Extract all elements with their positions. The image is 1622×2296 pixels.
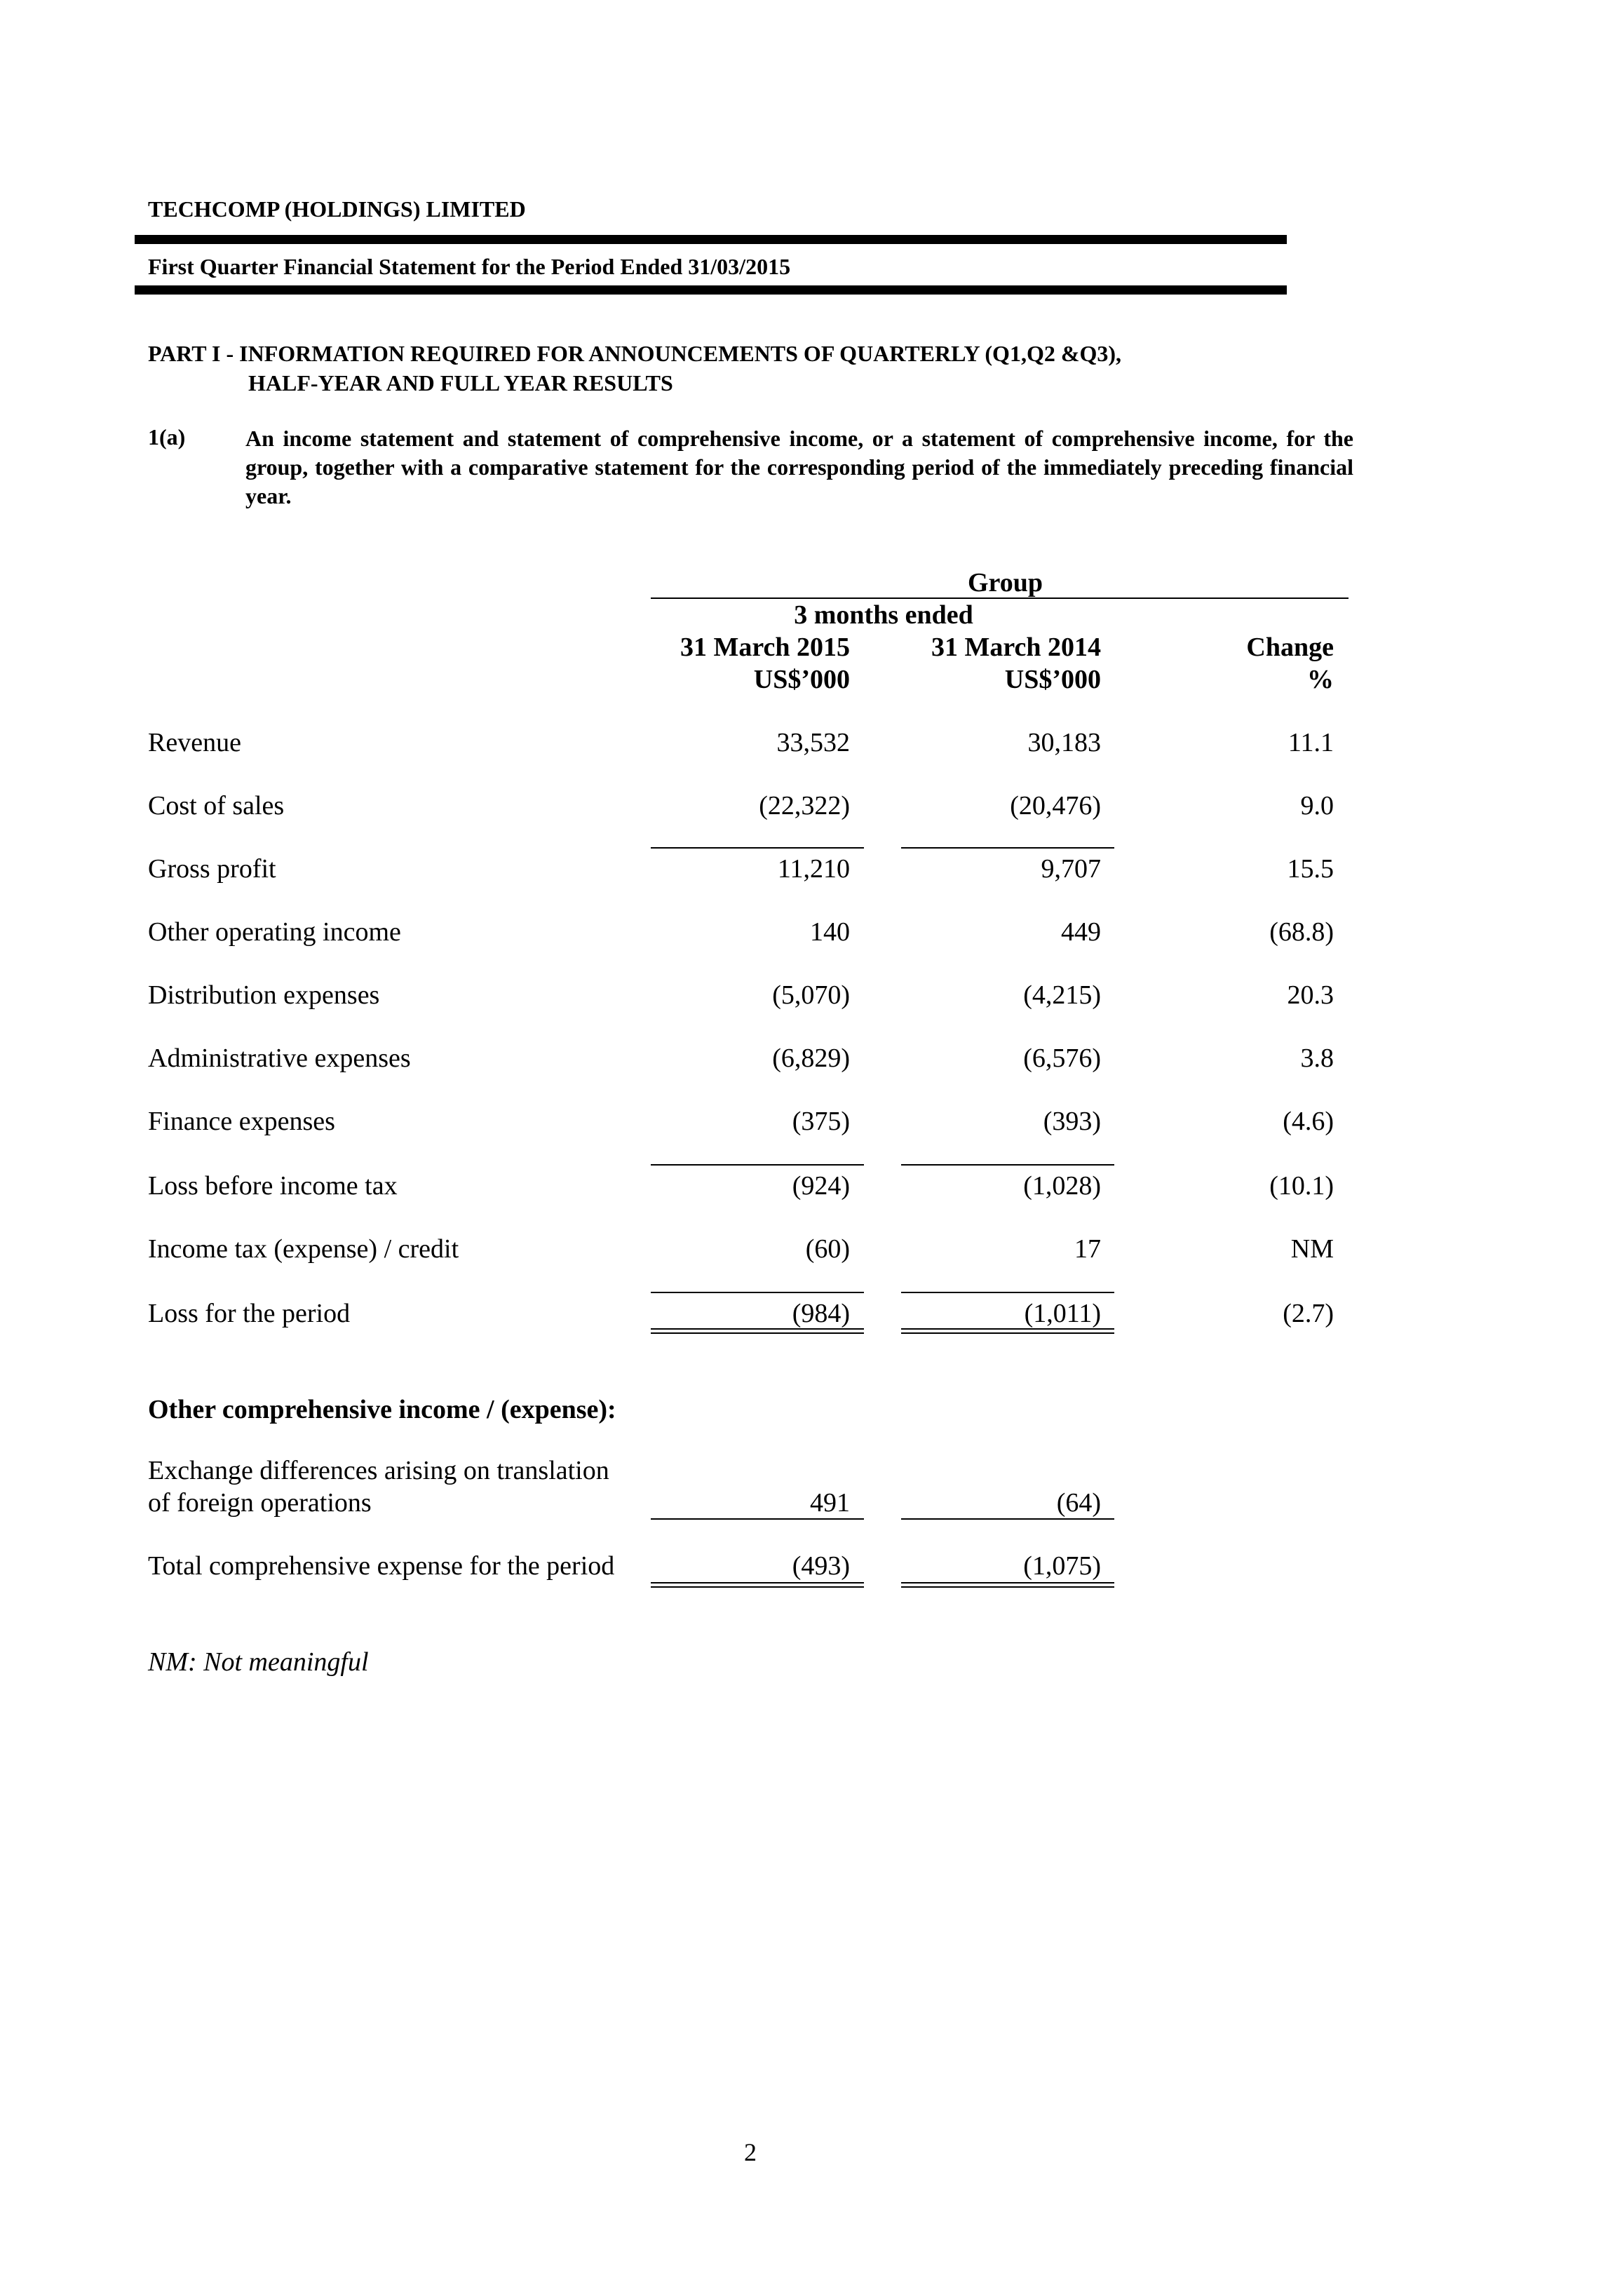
cell-2014: (64)	[1056, 1488, 1101, 1518]
cell-2015: 11,210	[777, 854, 850, 884]
cell-2014: (20,476)	[1010, 791, 1101, 821]
cell-2014: (1,011)	[1024, 1299, 1101, 1328]
total-double-rule	[651, 1582, 864, 1583]
total-double-rule	[901, 1328, 1114, 1330]
row-label: Total comprehensive expense for the period	[148, 1551, 615, 1581]
group-header-rule	[651, 597, 1349, 599]
subtotal-rule	[901, 847, 1114, 849]
row-label: Other operating income	[148, 917, 401, 947]
col-change-unit: %	[1307, 665, 1334, 694]
row-label: Gross profit	[148, 854, 276, 884]
cell-change: NM	[1290, 1234, 1334, 1264]
cell-2014: 449	[1061, 917, 1101, 947]
company-name: TECHCOMP (HOLDINGS) LIMITED	[148, 196, 526, 222]
cell-2015: (6,829)	[772, 1044, 850, 1073]
row-label: Cost of sales	[148, 791, 285, 821]
subtotal-rule	[651, 847, 864, 849]
cell-2014: (393)	[1043, 1107, 1101, 1136]
col-2015-unit: US$’000	[753, 665, 850, 694]
total-double-rule	[651, 1586, 864, 1588]
header-rule-bottom	[135, 285, 1287, 295]
cell-change: (68.8)	[1269, 917, 1334, 947]
group-header: Group	[968, 568, 1043, 597]
row-label: Finance expenses	[148, 1107, 335, 1136]
cell-change: (10.1)	[1269, 1171, 1334, 1201]
subtotal-rule	[651, 1518, 864, 1520]
total-double-rule	[901, 1582, 1114, 1583]
row-label: Distribution expenses	[148, 980, 380, 1010]
cell-change: (4.6)	[1283, 1107, 1334, 1136]
row-label: Income tax (expense) / credit	[148, 1234, 459, 1264]
col-change-title: Change	[1246, 633, 1334, 662]
cell-2015: (22,322)	[759, 791, 850, 821]
cell-change: 15.5	[1287, 854, 1334, 884]
cell-change: (2.7)	[1283, 1299, 1334, 1328]
part-heading	[148, 339, 1121, 398]
cell-2015: 491	[810, 1488, 850, 1518]
section-number: 1(a)	[148, 424, 186, 450]
document-subtitle: First Quarter Financial Statement for the Period Ended 31/03/2015	[148, 254, 791, 279]
section-description: An income statement and statement of comprehensive income, or a statement of comprehensive income, for the group, together with a comparative statement for the corresponding period of the immediately preceding financial year.	[245, 426, 1353, 508]
cell-2014: (1,075)	[1023, 1551, 1101, 1581]
cell-2015: (5,070)	[772, 980, 850, 1010]
cell-2014: (1,028)	[1023, 1171, 1101, 1201]
subtotal-rule	[651, 1292, 864, 1293]
subtotal-rule	[901, 1164, 1114, 1166]
cell-2015: (984)	[792, 1299, 850, 1328]
cell-2015: (924)	[792, 1171, 850, 1201]
col-2014-date: 31 March 2014	[931, 633, 1101, 662]
total-double-rule	[651, 1328, 864, 1330]
subtotal-rule	[901, 1518, 1114, 1520]
total-double-rule	[901, 1586, 1114, 1588]
part-heading-line1: PART I - INFORMATION REQUIRED FOR ANNOUNCEMENTS OF QUARTERLY (Q1,Q2 &Q3),	[148, 341, 1122, 366]
cell-change: 11.1	[1288, 728, 1334, 757]
row-label-line2: of foreign operations	[148, 1488, 372, 1518]
oci-title: Other comprehensive income / (expense):	[148, 1395, 616, 1424]
subtotal-rule	[901, 1292, 1114, 1293]
row-label-line1: Exchange differences arising on translation	[148, 1456, 609, 1485]
total-double-rule	[651, 1332, 864, 1334]
page-number: 2	[744, 2138, 757, 2166]
row-label: Revenue	[148, 728, 241, 757]
subtotal-rule	[651, 1164, 864, 1166]
row-label: Loss for the period	[148, 1299, 351, 1328]
cell-change: 3.8	[1300, 1044, 1334, 1073]
cell-2014: 30,183	[1027, 728, 1101, 757]
part-heading-line2: HALF-YEAR AND FULL YEAR RESULTS	[248, 370, 673, 396]
row-label: Administrative expenses	[148, 1044, 411, 1073]
col-2014-unit: US$’000	[1004, 665, 1101, 694]
row-label: Loss before income tax	[148, 1171, 398, 1201]
cell-2015: (493)	[792, 1551, 850, 1581]
cell-2014: (6,576)	[1023, 1044, 1101, 1073]
cell-2014: (4,215)	[1023, 980, 1101, 1010]
period-header: 3 months ended	[794, 600, 973, 630]
footnote: NM: Not meaningful	[148, 1647, 369, 1677]
cell-2015: (375)	[792, 1107, 850, 1136]
total-double-rule	[901, 1332, 1114, 1334]
cell-2015: 140	[810, 917, 850, 947]
cell-2015: (60)	[805, 1234, 850, 1264]
cell-2015: 33,532	[776, 728, 850, 757]
cell-change: 20.3	[1287, 980, 1334, 1010]
col-2015-date: 31 March 2015	[680, 633, 850, 662]
cell-2014: 9,707	[1041, 854, 1101, 884]
header-rule-top	[135, 235, 1287, 244]
cell-change: 9.0	[1300, 791, 1334, 821]
cell-2014: 17	[1074, 1234, 1101, 1264]
